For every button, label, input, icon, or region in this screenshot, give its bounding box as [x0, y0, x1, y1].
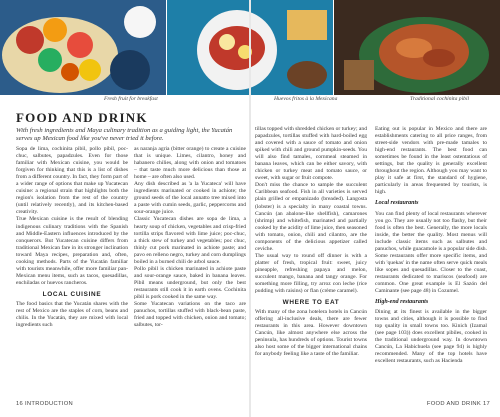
heading-high-end: High-end restaurants	[375, 299, 429, 306]
column-1	[16, 146, 128, 329]
paragraph: Some Yucatecan variations on the taco are panuchos, tortillas stuffed with black-bean paste, fried and topped with chicken, onion and tomato; salbutes, tor-	[134, 301, 246, 329]
fruit-photo	[0, 0, 166, 95]
paragraph: Any dish described as 'a la Yucateca' will have ingredients marinated or cooked in achiote; the ground seeds of the local annatto tree mixed into a paste with cumin seeds, garlic, peppercorns and sour-orange juice.	[134, 181, 246, 216]
column-4	[375, 126, 487, 366]
paragraph: Dining at its finest is available in the bigger towns and cities, although it is possible to find top quality in small towns too. Kinich (Izamal (see page 103)) does excellent pibiles, cooked in the traditional underground way. In downtown Cancún, La Habichuela (see page 94) is highly recommended. Many of the top hotels have excellent restaurants, such as Hacienda	[375, 309, 487, 365]
column-2	[134, 146, 246, 329]
intro-text: With fresh ingredients and Maya culinary tradition as a guiding light, the Yucatán serves up Mexican food like you've never tried it before.	[16, 127, 233, 142]
paragraph: The usual way to round off dinner is with a platter of fresh, tropical fruit: sweet, juicy pineapple, refreshing papaya and melon, succulent mango, banana and tangy orange. For something more filling, try arroz con leche (rice pudding with raisins) or flan (crème caramel).	[255, 252, 367, 295]
column-3	[255, 126, 367, 359]
heading-local-cuisine: LOCAL CUISINE	[42, 290, 102, 298]
page-gutter	[249, 0, 251, 417]
paragraph: The food basics that the Yucatán shares with the rest of Mexico are the staples of corn, beans and chilis. In the Yucatán, they are mixed with local ingredients such	[16, 300, 128, 329]
paragraph: Pollo pibil is chicken marinated in achiote paste and sour-orange sauce, baked in banana leaves. Pibil means underground, but only the best restaurants still cook it in earth ovens. Cochinita pibil is pork cooked in the same way.	[134, 265, 246, 300]
paragraph: Classic Yucatecan dishes are sopa de lima, a hearty soup of chicken, vegetables and crisp-fried tortilla strips flavored with lime juice; poc-chuc, a thick stew of turkey and vegetables; poc chuc, thinly cut pork marinated in achiote paste; and pavo en relleno negro, turkey and corn dumplings boiled in a burned chili de arbol sauce.	[134, 216, 246, 265]
heading-where-to-eat: WHERE TO EAT	[282, 299, 340, 307]
paragraph: Sopa de lima, cochinita pibil, pollo pibil, poc-chuc, salbutes, papadzules. Even for those familiar with Mexican cuisine, you would be forgiven for thinking that this is a list of dishes from a different country. In fact, they form part of a wider range of options that make up Yucatecan cuisine: a regional strain that highlights both the region's isolation from the rest of the country (until relatively recently), and its kitchen-based creativity.	[16, 146, 128, 216]
fruit-caption: Fresh fruit for breakfast	[104, 96, 158, 102]
heading-local-restaurants: Local restaurants	[375, 200, 419, 207]
left-footer: 16 INTRODUCTION	[16, 401, 73, 407]
pibil-photo	[334, 0, 500, 95]
paragraph: as naranja agria (bitter orange) to create a cuisine that is unique. Limes, cilantro, honey and habanero chilies, along with onion and tomatoes – that taste much more delicious than those at home – are often also used.	[134, 146, 246, 181]
paragraph: True Mexican cuisine is the result of blending indigenous culinary traditions with the Spanish and Middle-Eastern influences introduced by the conquerors. But Yucatecan cuisine differs from traditional Mexican fare in its stronger inclination toward Maya recipes, preparation and, often, cooking methods. Parts of the Yucatán familiar with tourists meanwhile, offer more familiar pan-Mexican menu items, such as tacos, quesadillas, enchiladas or huevos rancheros.	[16, 216, 128, 286]
paragraph: Eating out is popular in Mexico and there are establishments catering to all price ranges, from street-side vendors with pre-made tamales to high-end restaurants. The best food can sometimes be found in the least ostentatious of settings, but the quality is generally excellent throughout the region. Although you may want to play it safe at first, the standard of hygiene, particularly in areas frequented by tourists, is high.	[375, 126, 487, 196]
right-footer: FOOD AND DRINK 17	[426, 401, 490, 407]
paragraph: Don't miss the chance to sample the succulent Caribbean seafood. Fish in all varieties is served plain grilled or empanizado (breaded). Langosta (lobster) is a specialty in many coastal towns. Cancún (an abalone-like shellfish), camarones (shrimp) and whitefish, marinated and partially cooked by the acidity of lime juice, then seasoned with tomato, onion, chili and cilantro, are the components of the delicious appetizer called ceviche.	[255, 182, 367, 252]
paragraph: tillas topped with shredded chicken or turkey; and papadzules, tortillas stuffed with hard-boiled egg and covered with a sauce of tomato and onion spiked with chili and ground pumpkin-seeds. You will also find tamales, cornmeal steamed in banana leaves, which can be either savory, with chicken or turkey meat and tomato sauce, or sweet, with sugar or fruit compote.	[255, 126, 368, 182]
page-title: FOOD AND DRINK	[16, 110, 148, 125]
paragraph: You can find plenty of local restaurants wherever you go. They are usually not too flashy, but their food is often the best. Generally, the more locals inside, the better the quality. Most menus will include classic items such as salbutes and panuchos, while guacamole is a popular side dish. Some restaurants offer more specific items, and with 'quekas' in the name often serve quick meals like sopes and quesadillas. Closer to the coast, restaurants dedicated to mariscos (seafood) are common. One great example is El Sazón del Caminante (see page 48) in Cozumel.	[375, 210, 488, 295]
paragraph: With many of the zona hotelera hotels in Cancún offering all-inclusive deals, there are fewer restaurants in this area. However downtown Cancún, like almost anywhere else across the peninsula, has hundreds of options. Tourist towns also host some of the bigger international chains for anybody feeling like a taste of the familiar.	[255, 309, 367, 358]
pibil-caption: Traditional cochinita pibil	[410, 96, 470, 102]
eggs-caption: Huevos fritos à la Mexicana	[274, 96, 338, 102]
